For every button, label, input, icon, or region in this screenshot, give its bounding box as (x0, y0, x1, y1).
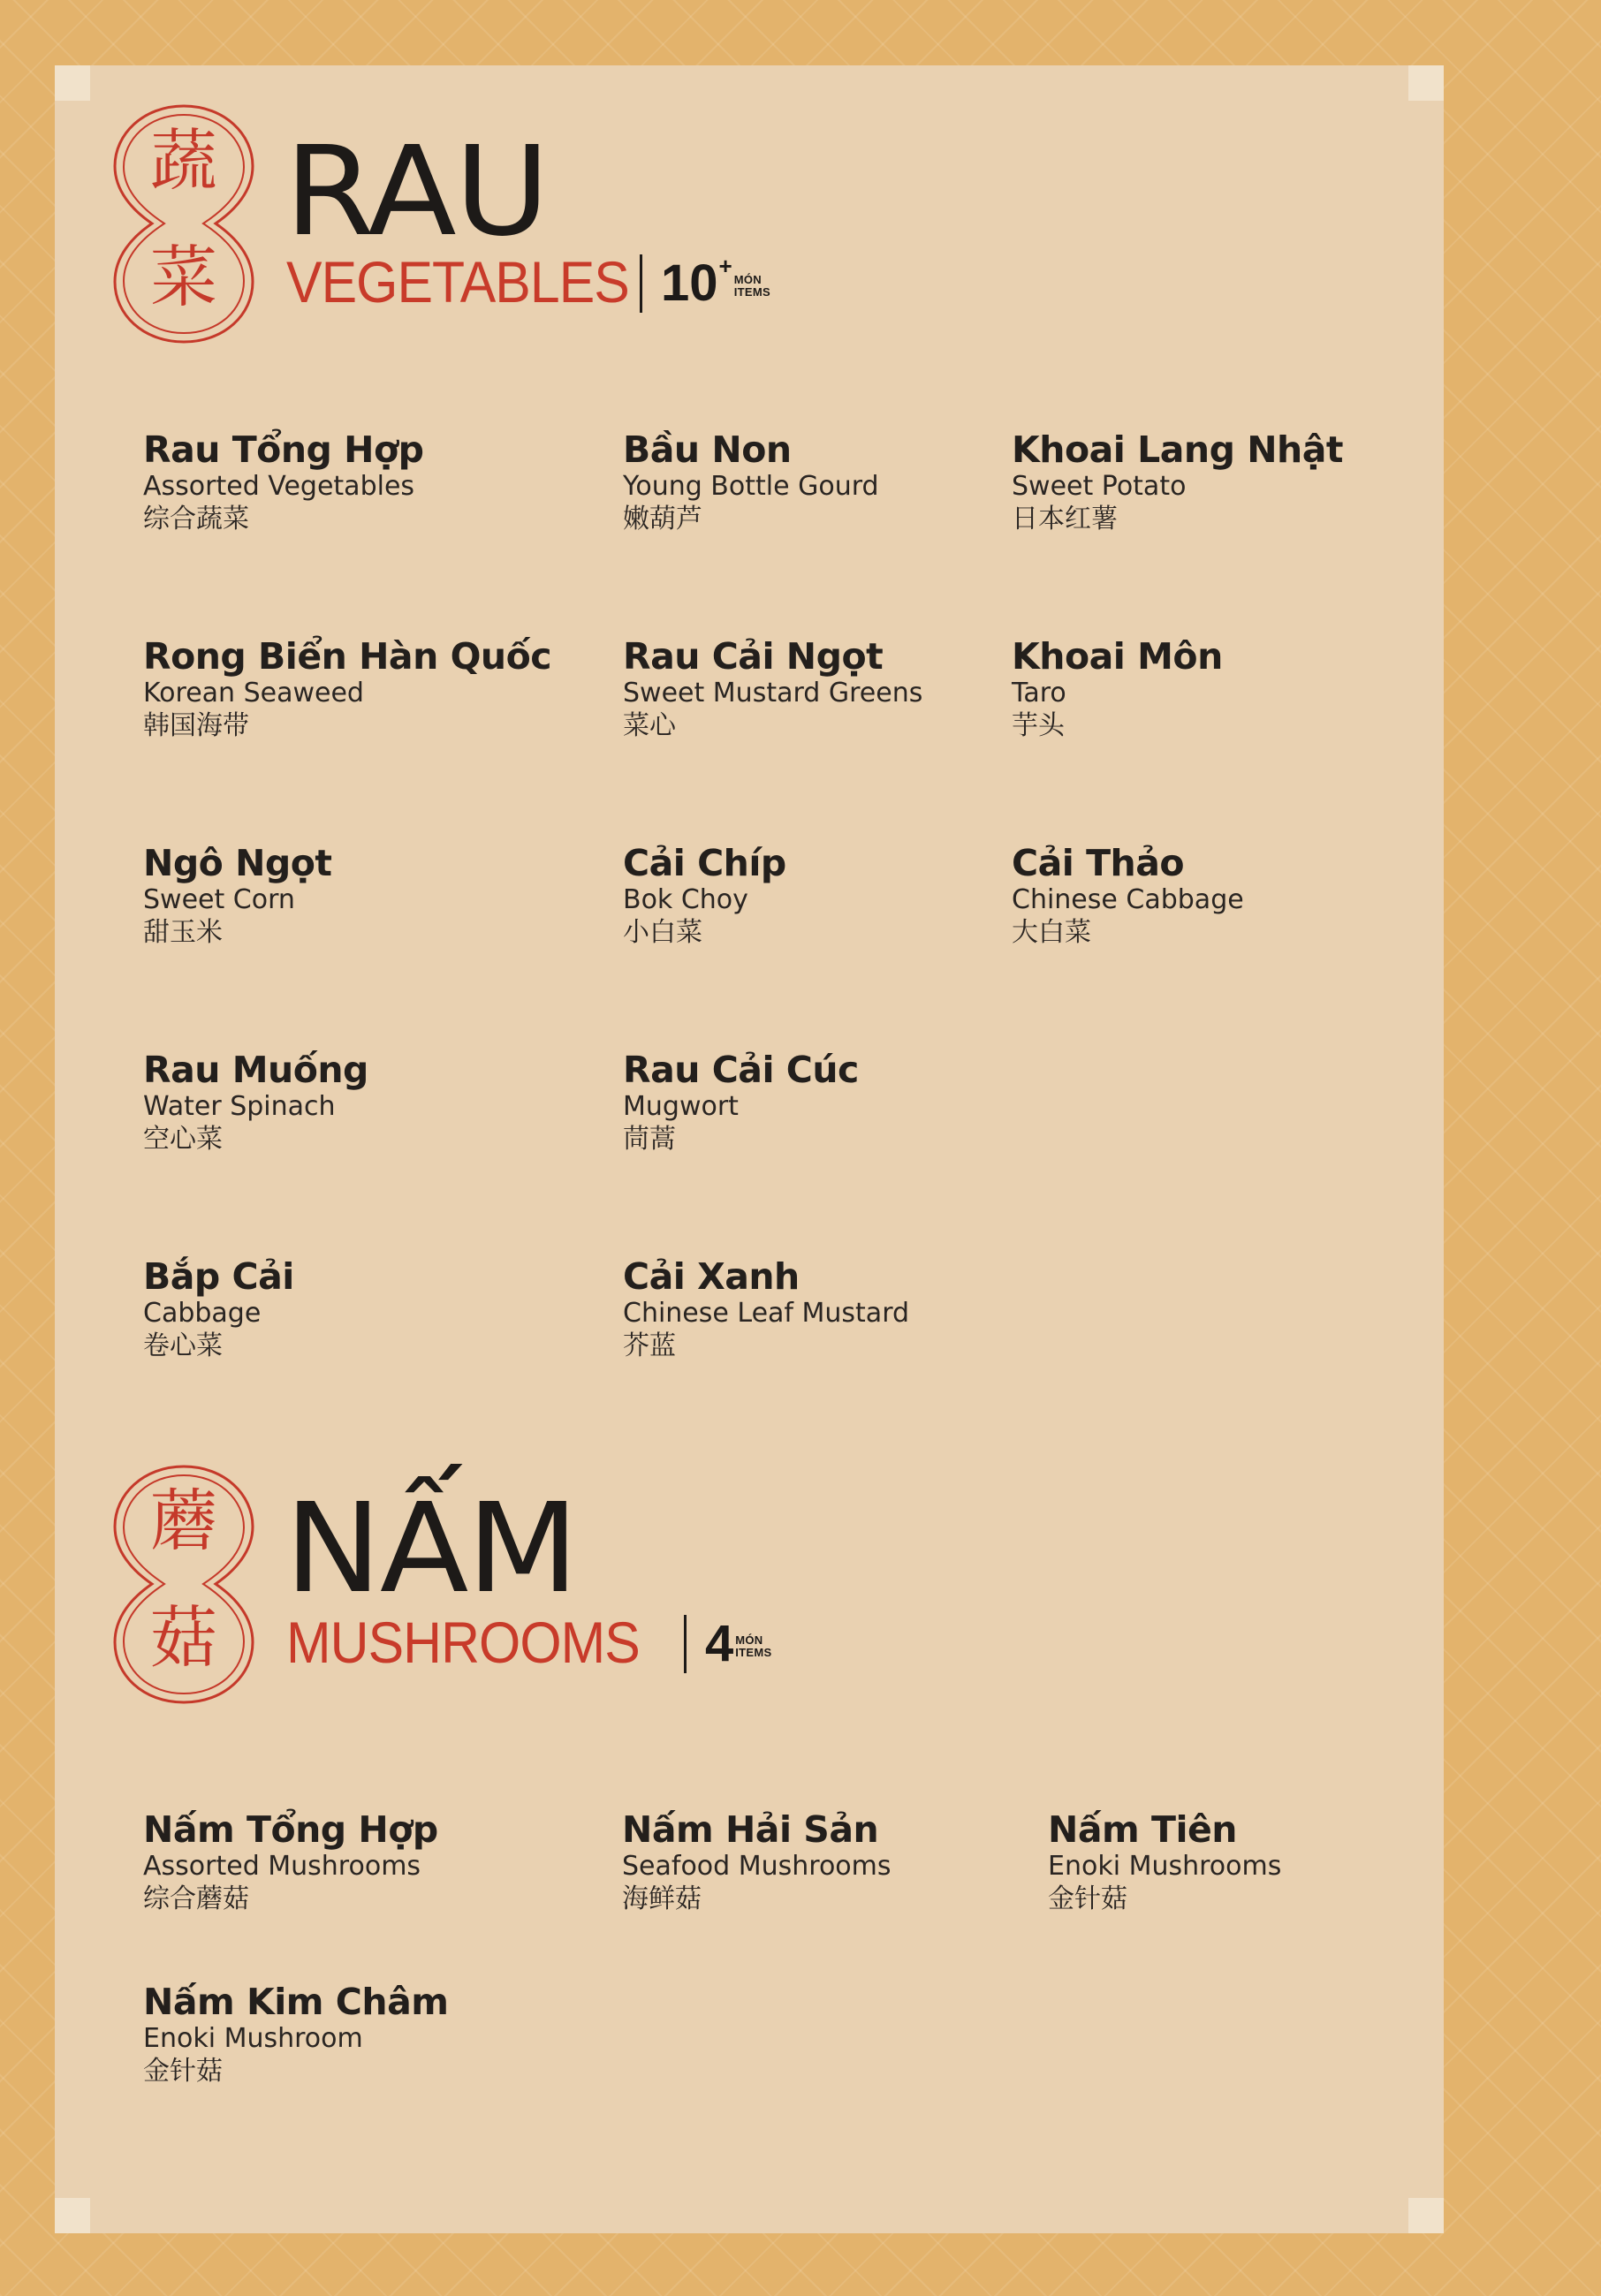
menu-item (143, 428, 424, 536)
menu-item (143, 1808, 438, 1916)
vegetables-emblem (110, 102, 258, 345)
item-name-zh: 空心菜 (143, 1124, 223, 1156)
item-name-en: Korean Seaweed (143, 678, 364, 709)
divider (684, 1615, 687, 1673)
emblem-char-top: 蔬 (150, 121, 217, 200)
item-name-zh: 芥蓝 (623, 1330, 676, 1362)
item-name-vn: Nấm Tiên (1048, 1808, 1237, 1851)
item-name-en: Cabbage (143, 1298, 262, 1330)
menu-item (143, 1255, 294, 1363)
item-name-vn: Bầu Non (623, 428, 792, 471)
menu-item (1012, 635, 1223, 743)
emblem-char-bottom: 菇 (150, 1598, 217, 1677)
item-name-en: Assorted Vegetables (143, 471, 415, 503)
item-name-zh: 金针菇 (1048, 1883, 1127, 1915)
count-units (734, 274, 770, 298)
item-name-en: Enoki Mushroom (143, 2023, 363, 2055)
item-name-zh: 大白菜 (1012, 917, 1091, 949)
item-name-zh: 卷心菜 (143, 1330, 223, 1362)
menu-item (143, 1983, 448, 2088)
mushrooms-emblem (110, 1463, 258, 1706)
section-title-vegetables: RAU (285, 120, 549, 264)
count-units (735, 1634, 771, 1658)
menu-item (1012, 842, 1244, 950)
corner-decoration (1408, 65, 1444, 101)
item-name-zh: 嫩葫芦 (623, 504, 702, 535)
menu-item (143, 1051, 368, 1156)
item-name-en: Enoki Mushrooms (1048, 1851, 1282, 1883)
menu-item (622, 1808, 892, 1916)
item-name-vn: Rong Biển Hàn Quốc (143, 635, 552, 678)
item-name-zh: 金针菇 (143, 2056, 223, 2088)
item-name-en: Sweet Mustard Greens (623, 678, 923, 709)
menu-item (143, 842, 332, 950)
item-name-vn: Khoai Lang Nhật (1012, 428, 1343, 471)
menu-item (623, 428, 879, 536)
menu-item (623, 1051, 859, 1156)
item-count-mushrooms (705, 1615, 772, 1672)
item-name-zh: 海鲜菇 (622, 1883, 702, 1915)
item-name-vn: Cải Xanh (623, 1255, 800, 1298)
item-name-en: Sweet Corn (143, 884, 295, 916)
item-name-vn: Nấm Kim Châm (143, 1981, 449, 2023)
unit-en: ITEMS (735, 1645, 772, 1659)
unit-vn: MÓN (735, 1633, 763, 1647)
item-name-en: Sweet Potato (1012, 471, 1187, 503)
unit-vn: MÓN (733, 273, 762, 286)
menu-item (143, 635, 552, 743)
item-name-vn: Rau Cải Cúc (623, 1049, 859, 1091)
item-name-en: Assorted Mushrooms (143, 1851, 421, 1883)
item-name-vn: Nấm Tổng Hợp (143, 1808, 438, 1851)
item-name-zh: 芋头 (1012, 710, 1065, 742)
item-name-en: Seafood Mushrooms (622, 1851, 892, 1883)
item-count-vegetables (661, 253, 770, 312)
item-name-vn: Cải Chíp (623, 842, 786, 884)
item-name-vn: Ngô Ngọt (143, 842, 332, 884)
item-name-zh: 甜玉米 (143, 917, 223, 949)
menu-item (1012, 428, 1343, 536)
item-name-zh: 菜心 (623, 710, 676, 742)
corner-decoration (55, 2198, 90, 2233)
emblem-char-bottom: 菜 (150, 238, 217, 316)
item-name-en: Bok Choy (623, 884, 748, 916)
item-name-vn: Rau Tổng Hợp (143, 428, 424, 471)
unit-en: ITEMS (733, 284, 770, 299)
item-name-vn: Cải Thảo (1012, 842, 1185, 884)
divider (640, 254, 642, 313)
item-name-vn: Bắp Cải (143, 1255, 294, 1298)
count-number: 4 (705, 1615, 734, 1672)
section-subtitle-vegetables: VEGETABLES (286, 249, 629, 314)
item-name-zh: 综合蔬菜 (143, 504, 249, 535)
corner-decoration (1408, 2198, 1444, 2233)
item-name-en: Mugwort (623, 1091, 739, 1123)
item-name-en: Taro (1012, 678, 1066, 709)
item-name-vn: Rau Cải Ngọt (623, 635, 884, 678)
item-name-vn: Khoai Môn (1012, 635, 1223, 678)
item-name-zh: 综合蘑菇 (143, 1883, 249, 1915)
menu-item (1048, 1808, 1282, 1916)
section-subtitle-mushrooms: MUSHROOMS (286, 1610, 640, 1675)
item-name-en: Chinese Leaf Mustard (623, 1298, 910, 1330)
menu-item (623, 842, 786, 950)
item-name-en: Chinese Cabbage (1012, 884, 1244, 916)
count-plus: + (718, 253, 732, 279)
item-name-zh: 茼蒿 (623, 1124, 676, 1156)
section-title-mushrooms: NẤM (285, 1477, 578, 1621)
item-name-zh: 韩国海带 (143, 710, 249, 742)
emblem-char-top: 蘑 (150, 1481, 217, 1560)
item-name-en: Water Spinach (143, 1091, 336, 1123)
item-name-vn: Rau Muống (143, 1049, 368, 1091)
item-name-vn: Nấm Hải Sản (622, 1808, 879, 1851)
menu-item (623, 635, 923, 743)
count-number: 10 (661, 254, 718, 312)
menu-item (623, 1255, 910, 1363)
item-name-en: Young Bottle Gourd (623, 471, 879, 503)
item-name-zh: 小白菜 (623, 917, 702, 949)
item-name-zh: 日本红薯 (1012, 504, 1118, 535)
corner-decoration (55, 65, 90, 101)
